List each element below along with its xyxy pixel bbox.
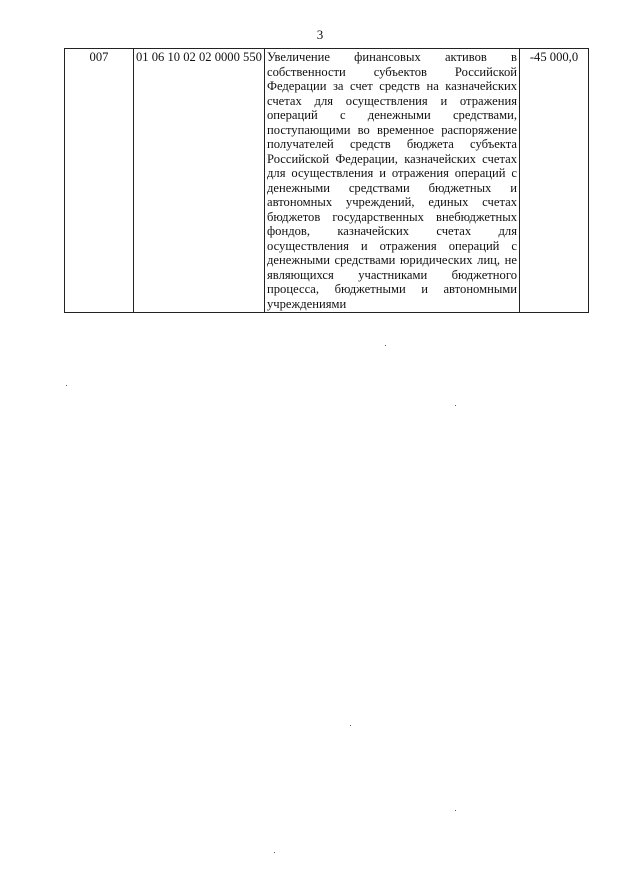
scan-speck <box>66 385 67 386</box>
scan-speck <box>385 345 386 346</box>
budget-sources-table <box>64 48 589 313</box>
scan-speck <box>455 810 456 811</box>
scan-speck <box>274 852 275 853</box>
source-code-cell: 01 06 10 02 02 0000 550 <box>134 49 265 313</box>
scan-speck <box>350 725 351 726</box>
amount-cell: -45 000,0 <box>520 49 589 313</box>
table-row <box>65 49 589 313</box>
scan-speck <box>455 405 456 406</box>
admin-code-cell: 007 <box>65 49 134 313</box>
description-cell: Увеличение финансовых активов в собственности субъектов Российской Федерации за счет средств на казначейских счетах для осуществления и отражения операций с денежными средствами, поступающими во временное распоряжение получателей средств бюджета субъекта Российской Федерации, казначейских счетах для осуществления и отражения операций с денежными средствами бюджетных и автономных учреждений, единых счетах бюджетов государственных внебюджетных фондов, казначейских счетах для осуществления и отражения операций с денежными средствами юридических лиц, не являющихся участниками бюджетного процесса, бюджетными и автономными учреждениями <box>265 49 520 313</box>
page-number: 3 <box>316 27 324 42</box>
